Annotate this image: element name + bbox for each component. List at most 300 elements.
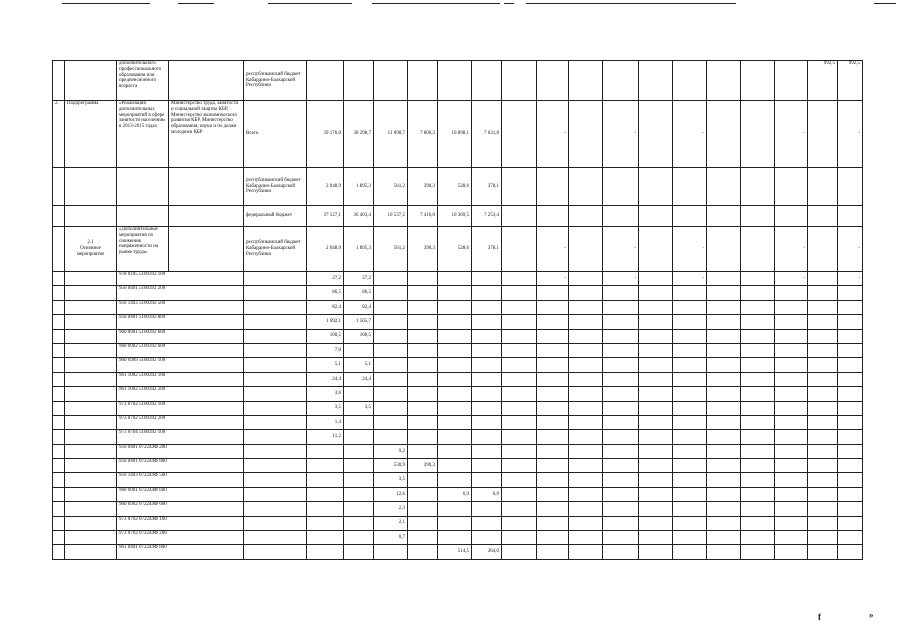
- value-cell: [603, 545, 639, 559]
- value-cell: 2,1: [374, 516, 408, 530]
- value-cell: [438, 272, 472, 286]
- value-cell: [673, 286, 707, 300]
- value-cell: [438, 300, 472, 314]
- value-cell: [438, 444, 472, 458]
- value-cell: -: [673, 272, 707, 286]
- value-cell: -: [603, 101, 639, 168]
- executor-cell: [169, 227, 244, 272]
- program-name-cell: [117, 206, 169, 227]
- funding-source-cell: [244, 415, 307, 429]
- value-cell: [502, 372, 537, 386]
- value-cell: [537, 300, 569, 314]
- value-cell: -: [775, 272, 808, 286]
- value-cell: [741, 272, 775, 286]
- value-cell: [808, 343, 838, 357]
- budget-code-cell: 961 1002 5100392 100: [117, 372, 244, 386]
- value-cell: [569, 343, 603, 357]
- value-cell: 3,5: [307, 401, 344, 415]
- value-cell: [537, 329, 569, 343]
- table-row: [53, 502, 863, 516]
- value-cell: [808, 387, 838, 401]
- value-cell: [374, 401, 408, 415]
- value-cell: [603, 61, 639, 101]
- value-cell: [808, 286, 838, 300]
- value-cell: [775, 487, 808, 501]
- table-row: [53, 531, 863, 545]
- value-cell: [639, 430, 673, 444]
- value-cell: [438, 358, 472, 372]
- value-cell: [502, 444, 537, 458]
- value-cell: [707, 286, 741, 300]
- value-cell: [472, 387, 502, 401]
- value-cell: [603, 315, 639, 329]
- value-cell: [472, 300, 502, 314]
- value-cell: [603, 300, 639, 314]
- value-cell: [775, 343, 808, 357]
- value-cell: [808, 315, 838, 329]
- blank-cell: [53, 473, 65, 487]
- value-cell: [775, 168, 808, 206]
- blank-cell: [65, 286, 117, 300]
- budget-code-cell: 973 0702 5100392 100: [117, 401, 244, 415]
- row-number-cell: [53, 168, 65, 206]
- budget-code-cell: 978 0105 5100392 100: [117, 272, 244, 286]
- program-status-cell: 2.1 Основное мероприятие: [65, 227, 117, 272]
- value-cell: [775, 516, 808, 530]
- value-cell: [472, 415, 502, 429]
- value-cell: 6,9: [438, 487, 472, 501]
- value-cell: [307, 444, 344, 458]
- blank-cell: [53, 487, 65, 501]
- value-cell: [537, 531, 569, 545]
- table-row: [53, 459, 863, 473]
- value-cell: [707, 372, 741, 386]
- value-cell: [808, 358, 838, 372]
- table-row: [53, 101, 863, 168]
- value-cell: [537, 206, 569, 227]
- value-cell: [707, 430, 741, 444]
- value-cell: -: [838, 227, 863, 272]
- value-cell: [408, 473, 438, 487]
- value-cell: [741, 300, 775, 314]
- value-cell: [838, 329, 863, 343]
- value-cell: [603, 487, 639, 501]
- value-cell: [838, 502, 863, 516]
- value-cell: [307, 516, 344, 530]
- row-number-cell: [53, 206, 65, 227]
- table-row: [53, 272, 863, 286]
- value-cell: [775, 387, 808, 401]
- value-cell: [374, 372, 408, 386]
- value-cell: [472, 329, 502, 343]
- blank-cell: [53, 315, 65, 329]
- value-cell: [374, 430, 408, 444]
- value-cell: [707, 61, 741, 101]
- value-cell: 1 895,3: [344, 168, 374, 206]
- value-cell: [741, 101, 775, 168]
- value-cell: 378,1: [472, 227, 502, 272]
- funding-source-cell: [244, 329, 307, 343]
- blank-cell: [65, 272, 117, 286]
- value-cell: [639, 101, 673, 168]
- page-mark-f: f: [818, 612, 821, 622]
- value-cell: [537, 387, 569, 401]
- value-cell: [537, 430, 569, 444]
- value-cell: [502, 531, 537, 545]
- value-cell: [673, 444, 707, 458]
- value-cell: [603, 401, 639, 415]
- value-cell: 27,2: [307, 272, 344, 286]
- funding-source-cell: Всего: [244, 101, 307, 168]
- value-cell: [502, 430, 537, 444]
- value-cell: [741, 415, 775, 429]
- value-cell: [838, 343, 863, 357]
- value-cell: [408, 286, 438, 300]
- blank-cell: [53, 545, 65, 559]
- value-cell: 36 403,4: [344, 206, 374, 227]
- value-cell: [374, 387, 408, 401]
- value-cell: [673, 61, 707, 101]
- value-cell: [408, 272, 438, 286]
- value-cell: [537, 459, 569, 473]
- value-cell: [502, 459, 537, 473]
- value-cell: [408, 430, 438, 444]
- value-cell: 37 127,1: [307, 206, 344, 227]
- value-cell: [408, 516, 438, 530]
- value-cell: [344, 531, 374, 545]
- value-cell: [673, 168, 707, 206]
- value-cell: [374, 272, 408, 286]
- value-cell: [775, 531, 808, 545]
- executor-cell: Министерство труда, занятости и социальной защиты КБР, Министерство экономического развития КБР, Министерство образования, науки и по делам молодежи КБР: [169, 101, 244, 168]
- value-cell: 5,1: [344, 358, 374, 372]
- value-cell: [639, 61, 673, 101]
- funding-source-cell: [244, 516, 307, 530]
- value-cell: [808, 227, 838, 272]
- blank-cell: [53, 329, 65, 343]
- value-cell: [569, 168, 603, 206]
- value-cell: 2 048,9: [307, 168, 344, 206]
- value-cell: [569, 358, 603, 372]
- program-name-cell: дополнительного профессионального образования или предпенсионного возраста: [117, 61, 169, 101]
- value-cell: [537, 444, 569, 458]
- value-cell: [838, 531, 863, 545]
- program-name-cell: [117, 168, 169, 206]
- value-cell: [569, 101, 603, 168]
- budget-code-cell: 961 0401 072244Ф 800: [117, 545, 244, 559]
- table-row: [53, 401, 863, 415]
- table-row: [53, 516, 863, 530]
- value-cell: [775, 358, 808, 372]
- value-cell: 561,2: [374, 227, 408, 272]
- value-cell: [838, 206, 863, 227]
- scan-header-line: [526, 3, 736, 4]
- value-cell: [673, 473, 707, 487]
- value-cell: [741, 286, 775, 300]
- budget-code-cell: 960 0909 5100392 100: [117, 358, 244, 372]
- value-cell: [569, 444, 603, 458]
- value-cell: [344, 502, 374, 516]
- value-cell: [408, 444, 438, 458]
- value-cell: [775, 315, 808, 329]
- value-cell: [639, 358, 673, 372]
- value-cell: [741, 329, 775, 343]
- value-cell: [741, 227, 775, 272]
- blank-cell: [53, 272, 65, 286]
- value-cell: [344, 343, 374, 357]
- program-name-cell: «Дополнительные мероприятия по снижению напряженности на рынке труда»: [117, 227, 169, 272]
- value-cell: 5,1: [307, 358, 344, 372]
- budget-code-cell: 960 0902 5100392 600: [117, 343, 244, 357]
- value-cell: [741, 459, 775, 473]
- value-cell: 7 416,0: [408, 206, 438, 227]
- value-cell: [838, 459, 863, 473]
- value-cell: 992,5: [808, 61, 838, 101]
- table-row: [53, 487, 863, 501]
- value-cell: [639, 459, 673, 473]
- value-cell: [344, 444, 374, 458]
- blank-cell: [65, 473, 117, 487]
- value-cell: 0,7: [374, 531, 408, 545]
- table-row: [53, 168, 863, 206]
- value-cell: [808, 101, 838, 168]
- value-cell: [808, 168, 838, 206]
- value-cell: [673, 372, 707, 386]
- scan-header-line: [268, 3, 352, 4]
- value-cell: [537, 358, 569, 372]
- value-cell: [537, 516, 569, 530]
- executor-cell: [169, 206, 244, 227]
- value-cell: 39 176,0: [307, 101, 344, 168]
- value-cell: 528,6: [438, 227, 472, 272]
- value-cell: [502, 315, 537, 329]
- value-cell: [502, 61, 537, 101]
- budget-code-cell: 950 1403 5100392 500: [117, 300, 244, 314]
- value-cell: [838, 286, 863, 300]
- blank-cell: [65, 415, 117, 429]
- value-cell: [569, 329, 603, 343]
- value-cell: [569, 401, 603, 415]
- value-cell: [438, 430, 472, 444]
- value-cell: 6,9: [472, 487, 502, 501]
- value-cell: [472, 286, 502, 300]
- value-cell: [569, 516, 603, 530]
- blank-cell: [65, 315, 117, 329]
- value-cell: 561,2: [374, 168, 408, 206]
- funding-source-cell: [244, 343, 307, 357]
- value-cell: [603, 358, 639, 372]
- funding-source-cell: [244, 545, 307, 559]
- value-cell: 390,3: [408, 459, 438, 473]
- scan-header-line: [62, 3, 150, 4]
- value-cell: [438, 372, 472, 386]
- value-cell: [838, 415, 863, 429]
- value-cell: [639, 502, 673, 516]
- value-cell: [569, 459, 603, 473]
- blank-cell: [65, 516, 117, 530]
- funding-source-cell: республиканский бюджет Кабардино-Балкарской Республики: [244, 168, 307, 206]
- scan-header-line: [372, 3, 500, 4]
- value-cell: 364,0: [472, 545, 502, 559]
- value-cell: [639, 329, 673, 343]
- value-cell: 86,5: [344, 286, 374, 300]
- value-cell: [808, 444, 838, 458]
- program-status-cell: [65, 61, 117, 101]
- blank-cell: [53, 531, 65, 545]
- value-cell: [438, 343, 472, 357]
- value-cell: [808, 531, 838, 545]
- budget-code-cell: 973 0704 5100392 100: [117, 430, 244, 444]
- value-cell: [502, 358, 537, 372]
- value-cell: [673, 206, 707, 227]
- value-cell: [673, 502, 707, 516]
- value-cell: [537, 372, 569, 386]
- value-cell: [673, 430, 707, 444]
- value-cell: [707, 487, 741, 501]
- value-cell: [838, 372, 863, 386]
- value-cell: [639, 387, 673, 401]
- value-cell: [775, 206, 808, 227]
- value-cell: [808, 300, 838, 314]
- value-cell: [438, 415, 472, 429]
- value-cell: [603, 372, 639, 386]
- value-cell: [438, 315, 472, 329]
- value-cell: [603, 430, 639, 444]
- value-cell: 1 895,3: [344, 227, 374, 272]
- value-cell: 100,5: [307, 329, 344, 343]
- value-cell: [344, 459, 374, 473]
- value-cell: [838, 545, 863, 559]
- value-cell: [741, 545, 775, 559]
- table-row: [53, 444, 863, 458]
- value-cell: 11 098,7: [374, 101, 408, 168]
- value-cell: [569, 206, 603, 227]
- blank-cell: [65, 459, 117, 473]
- value-cell: [775, 329, 808, 343]
- executor-cell: [169, 168, 244, 206]
- table-row: [53, 300, 863, 314]
- value-cell: [639, 315, 673, 329]
- funding-source-cell: [244, 531, 307, 545]
- funding-source-cell: [244, 444, 307, 458]
- value-cell: [569, 315, 603, 329]
- value-cell: [537, 401, 569, 415]
- value-cell: [502, 286, 537, 300]
- value-cell: [502, 415, 537, 429]
- value-cell: -: [775, 101, 808, 168]
- value-cell: [707, 343, 741, 357]
- value-cell: [408, 487, 438, 501]
- value-cell: [472, 61, 502, 101]
- row-number-cell: 2.: [53, 101, 65, 168]
- value-cell: [307, 502, 344, 516]
- budget-code-cell: 950 0401 072244Ф 200: [117, 444, 244, 458]
- funding-source-cell: республиканский бюджет Кабардино-Балкарской Республики: [244, 61, 307, 101]
- value-cell: [408, 531, 438, 545]
- value-cell: -: [537, 227, 569, 272]
- value-cell: [307, 459, 344, 473]
- value-cell: [673, 329, 707, 343]
- value-cell: [569, 487, 603, 501]
- blank-cell: [53, 372, 65, 386]
- value-cell: [502, 487, 537, 501]
- table-row: [53, 415, 863, 429]
- value-cell: [741, 372, 775, 386]
- value-cell: [639, 401, 673, 415]
- value-cell: [344, 430, 374, 444]
- value-cell: [502, 343, 537, 357]
- value-cell: -: [673, 101, 707, 168]
- value-cell: [472, 502, 502, 516]
- value-cell: [639, 227, 673, 272]
- value-cell: [408, 545, 438, 559]
- blank-cell: [53, 516, 65, 530]
- value-cell: -: [603, 272, 639, 286]
- value-cell: [741, 516, 775, 530]
- funding-source-cell: [244, 272, 307, 286]
- value-cell: [639, 286, 673, 300]
- value-cell: [838, 387, 863, 401]
- value-cell: [603, 329, 639, 343]
- value-cell: 82,4: [344, 300, 374, 314]
- value-cell: [808, 473, 838, 487]
- value-cell: [707, 444, 741, 458]
- value-cell: [673, 487, 707, 501]
- value-cell: [438, 286, 472, 300]
- program-status-cell: Подпрограмма: [65, 101, 117, 168]
- value-cell: [408, 300, 438, 314]
- value-cell: [502, 272, 537, 286]
- value-cell: [537, 168, 569, 206]
- value-cell: [808, 430, 838, 444]
- value-cell: -: [537, 272, 569, 286]
- value-cell: [639, 444, 673, 458]
- value-cell: 38 298,7: [344, 101, 374, 168]
- value-cell: [408, 401, 438, 415]
- row-number-cell: [53, 227, 65, 272]
- value-cell: [537, 343, 569, 357]
- value-cell: [808, 487, 838, 501]
- funding-source-cell: республиканский бюджет Кабардино-Балкарской Республики: [244, 227, 307, 272]
- value-cell: [741, 315, 775, 329]
- funding-source-cell: [244, 459, 307, 473]
- value-cell: [344, 487, 374, 501]
- value-cell: -: [838, 272, 863, 286]
- value-cell: [344, 516, 374, 530]
- value-cell: [808, 415, 838, 429]
- value-cell: [502, 206, 537, 227]
- value-cell: [603, 531, 639, 545]
- value-cell: [741, 61, 775, 101]
- value-cell: [537, 315, 569, 329]
- value-cell: 7 631,8: [472, 101, 502, 168]
- value-cell: [603, 343, 639, 357]
- funding-source-cell: [244, 502, 307, 516]
- value-cell: [408, 343, 438, 357]
- value-cell: [673, 343, 707, 357]
- funding-source-cell: федеральный бюджет: [244, 206, 307, 227]
- value-cell: [603, 459, 639, 473]
- budget-code-cell: 950 0401 5100392 800: [117, 315, 244, 329]
- value-cell: [374, 343, 408, 357]
- value-cell: 10 898,1: [438, 101, 472, 168]
- value-cell: [502, 227, 537, 272]
- value-cell: [639, 343, 673, 357]
- value-cell: [639, 516, 673, 530]
- value-cell: [808, 401, 838, 415]
- value-cell: 992,5: [838, 61, 863, 101]
- value-cell: 86,5: [307, 286, 344, 300]
